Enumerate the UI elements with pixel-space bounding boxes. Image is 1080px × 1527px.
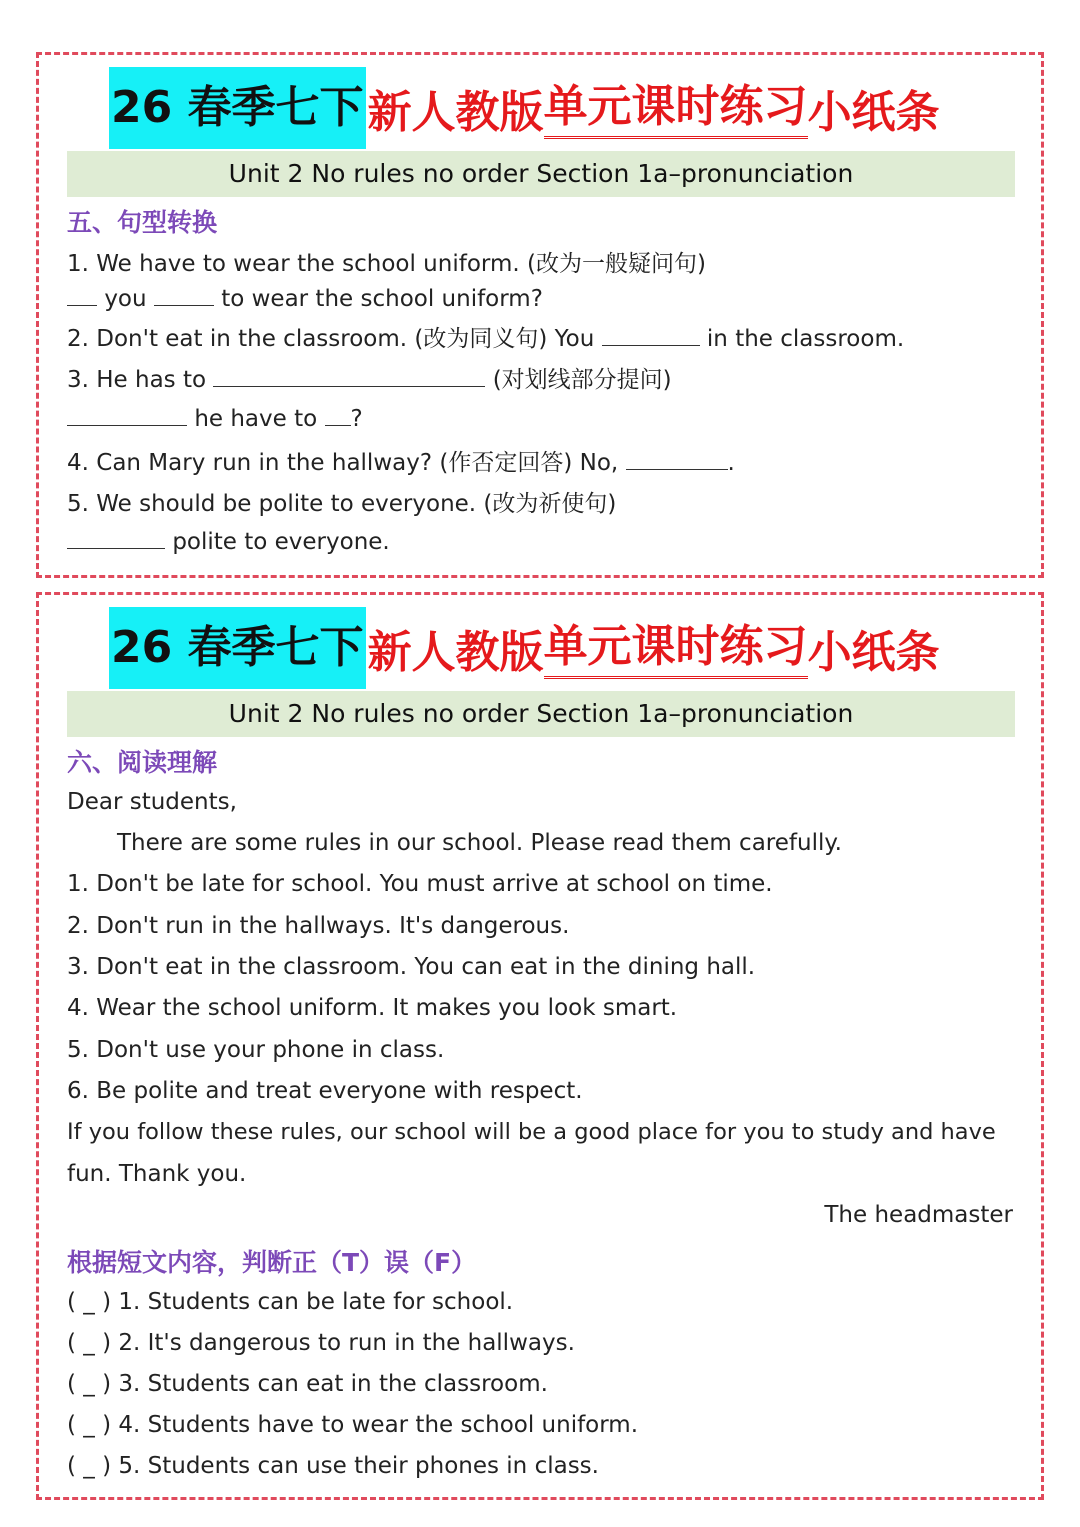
question-1: 1. We have to wear the school uniform. (改为一般疑问句) [67, 251, 706, 277]
tf-item[interactable]: ( _ ) 4. Students have to wear the school uniform. [67, 1412, 639, 1438]
question-text: polite to everyone. [172, 529, 390, 555]
rule-item: 4. Wear the school uniform. It makes you look smart. [67, 995, 678, 1021]
answer-blank[interactable] [67, 526, 165, 549]
worksheet-title [109, 67, 940, 149]
question-text: you [104, 286, 147, 312]
letter-closing: If you follow these rules, our school will be a good place for you to study and have [67, 1119, 996, 1145]
underlined-part[interactable] [213, 364, 485, 387]
answer-blank[interactable] [626, 447, 728, 470]
letter-closing-2: fun. Thank you. [67, 1161, 247, 1187]
question-text: 2. Don't eat in the classroom. (改为同义句) You [67, 326, 595, 352]
title-red-1: 新人教版 [367, 87, 544, 138]
title-highlight: 26 春季七下 [109, 607, 366, 689]
question-5: 5. We should be polite to everyone. (改为祈使句) [67, 491, 617, 517]
answer-blank[interactable] [602, 323, 700, 346]
question-text: ? [350, 406, 363, 432]
question-5-answer-line [67, 526, 390, 555]
letter-signature: The headmaster [824, 1202, 1013, 1228]
question-text: 4. Can Mary run in the hallway? (作否定回答) No, [67, 450, 619, 476]
question-3-answer-line [67, 403, 363, 432]
section-heading-5: 五、句型转换 [67, 208, 218, 237]
question-3 [67, 361, 672, 394]
answer-blank[interactable] [67, 403, 187, 426]
rule-item: 5. Don't use your phone in class. [67, 1037, 445, 1063]
title-red-underlined: 单元课时练习 [544, 618, 808, 679]
rule-item: 2. Don't run in the hallways. It's dangerous. [67, 913, 570, 939]
title-red-2: 小纸条 [807, 87, 940, 138]
title-red-2: 小纸条 [807, 627, 940, 678]
rule-item: 1. Don't be late for school. You must arrive at school on time. [67, 871, 773, 897]
question-text: . [727, 450, 735, 476]
question-text: in the classroom. [706, 326, 905, 352]
answer-blank[interactable] [67, 283, 97, 306]
answer-blank[interactable] [154, 283, 214, 306]
letter-greeting: Dear students, [67, 789, 237, 815]
answer-blank[interactable] [325, 403, 351, 426]
rule-item: 3. Don't eat in the classroom. You can eat in the dining hall. [67, 954, 756, 980]
title-red-underlined: 单元课时练习 [544, 78, 808, 139]
worksheet-card-2 [36, 592, 1044, 1500]
tf-item[interactable]: ( _ ) 2. It's dangerous to run in the hallways. [67, 1330, 575, 1356]
question-2 [67, 320, 904, 353]
worksheet-card-1 [36, 52, 1044, 578]
title-highlight: 26 春季七下 [109, 67, 366, 149]
letter-intro: There are some rules in our school. Please read them carefully. [117, 830, 842, 856]
title-red-1: 新人教版 [367, 627, 544, 678]
rule-item: 6. Be polite and treat everyone with respect. [67, 1078, 583, 1104]
tf-heading: 根据短文内容，判断正（T）误（F） [67, 1248, 477, 1277]
question-4 [67, 444, 735, 477]
question-text: (对划线部分提问) [492, 367, 672, 393]
tf-item[interactable]: ( _ ) 3. Students can eat in the classroom. [67, 1371, 548, 1397]
tf-item[interactable]: ( _ ) 1. Students can be late for school. [67, 1289, 514, 1315]
question-1-answer-line [67, 283, 543, 312]
section-heading-6: 六、阅读理解 [67, 748, 218, 777]
question-text: he have to [194, 406, 318, 432]
worksheet-title [109, 607, 940, 689]
question-text: 3. He has to [67, 367, 207, 393]
tf-item[interactable]: ( _ ) 5. Students can use their phones in class. [67, 1453, 599, 1479]
unit-subtitle: Unit 2 No rules no order Section 1a–pronunciation [67, 691, 1015, 737]
question-text: to wear the school uniform? [221, 286, 543, 312]
unit-subtitle: Unit 2 No rules no order Section 1a–pronunciation [67, 151, 1015, 197]
